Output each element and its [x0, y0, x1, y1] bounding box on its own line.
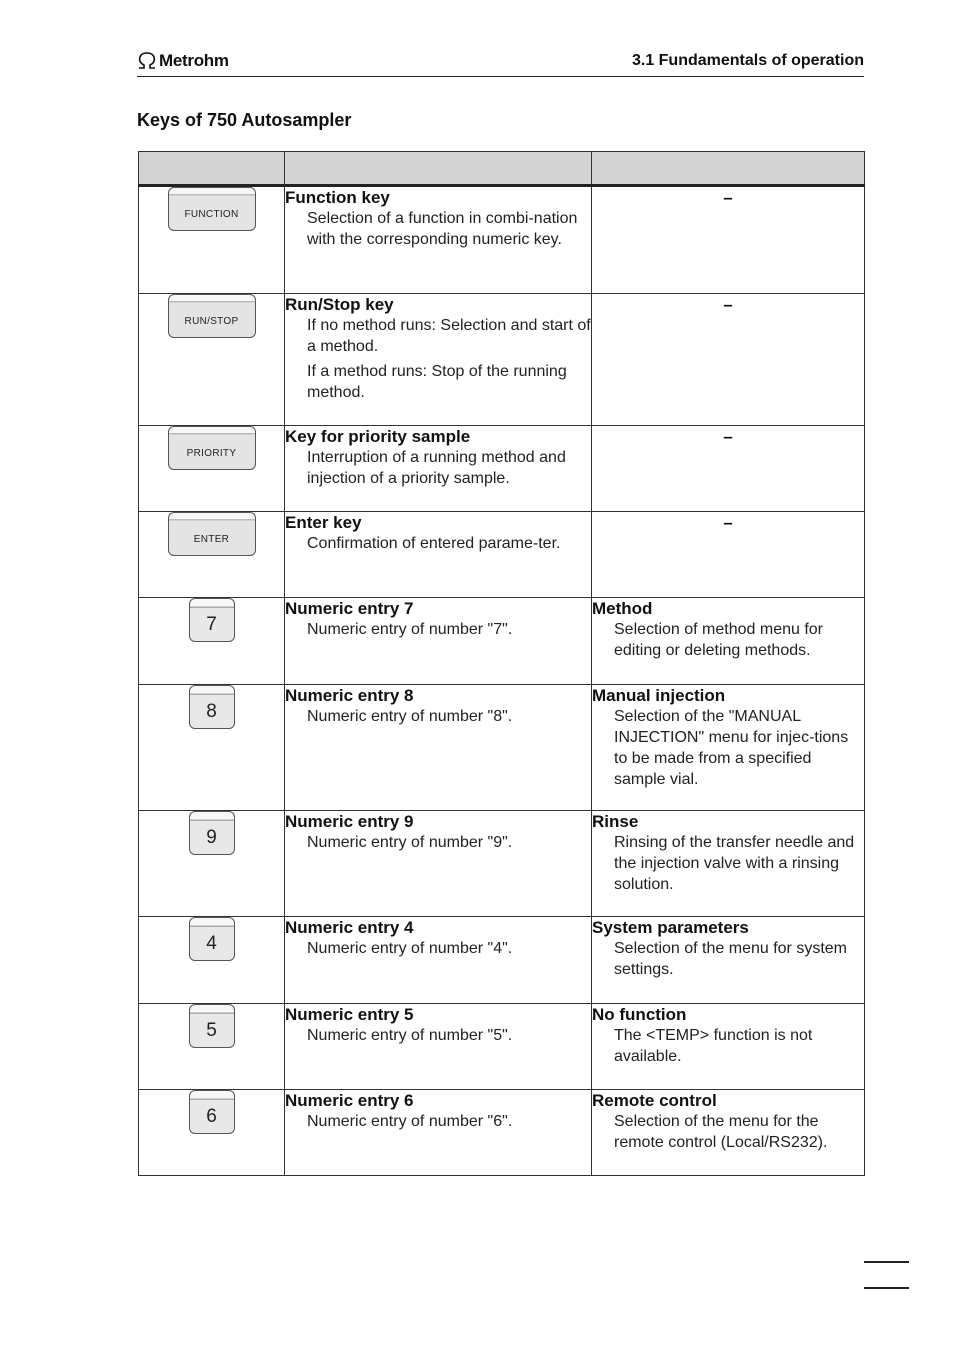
function-cell: [592, 598, 865, 685]
function-description: Selection of the "MANUAL INJECTION" menu for injec-tions to be made from a specified sample vial.: [614, 708, 849, 788]
key-description: Numeric entry of number "9".: [307, 834, 513, 851]
section-reference: 3.1 Fundamentals of operation: [631, 52, 864, 69]
key-7-button[interactable]: 7: [189, 598, 235, 642]
key-description: If no method runs: Selection and start of a method.: [307, 317, 591, 355]
key-title: Numeric entry 4: [285, 918, 414, 937]
keys-table: [138, 151, 865, 1176]
function-description: Selection of the menu for system settings.: [614, 940, 847, 978]
key-9-button[interactable]: 9: [189, 811, 235, 855]
key-description: Numeric entry of number "8".: [307, 708, 513, 725]
page-title: Keys of 750 Autosampler: [137, 110, 352, 130]
no-function-dash: –: [723, 513, 733, 532]
table-row: [139, 685, 865, 811]
key-cell: [139, 917, 285, 1004]
key-cell: [139, 294, 285, 426]
description-cell: [285, 685, 592, 811]
no-function-dash: –: [723, 427, 733, 446]
table-row: [139, 186, 865, 294]
key-title: Key for priority sample: [285, 427, 471, 446]
description-cell: [285, 917, 592, 1004]
table-row: [139, 294, 865, 426]
key-title: Numeric entry 7: [285, 599, 414, 618]
description-cell: [285, 598, 592, 685]
header-cell-key: [139, 152, 285, 186]
key-enter-button[interactable]: ENTER: [168, 512, 256, 556]
key-description: Numeric entry of number "5".: [307, 1027, 513, 1044]
page-header: [137, 48, 864, 77]
key-cell: [139, 512, 285, 598]
key-cell: [139, 186, 285, 294]
metrohm-logo: [137, 51, 229, 71]
key-title: Function key: [285, 188, 390, 207]
key-4-button[interactable]: 4: [189, 917, 235, 961]
description-cell: [285, 186, 592, 294]
key-description: Confirmation of entered parame-ter.: [307, 535, 561, 552]
key-description: Numeric entry of number "7".: [307, 621, 513, 638]
function-cell: [592, 1090, 865, 1176]
key-cell: [139, 1004, 285, 1090]
key-description: Numeric entry of number "6".: [307, 1113, 513, 1130]
function-cell: [592, 685, 865, 811]
function-title: No function: [592, 1005, 687, 1024]
key-cell: [139, 685, 285, 811]
description-cell: [285, 294, 592, 426]
table-row: [139, 1090, 865, 1176]
function-title: Method: [592, 599, 653, 618]
key-cell: [139, 598, 285, 685]
key-priority-button[interactable]: PRIORITY: [168, 426, 256, 470]
key-run-stop-button[interactable]: RUN/STOP: [168, 294, 256, 338]
omega-icon: [137, 52, 157, 70]
table-row: [139, 512, 865, 598]
key-title: Run/Stop key: [285, 295, 394, 314]
key-title: Numeric entry 9: [285, 812, 414, 831]
function-description: The <TEMP> function is not available.: [614, 1027, 813, 1065]
table-row: [139, 917, 865, 1004]
description-cell: [285, 811, 592, 917]
function-description: Rinsing of the transfer needle and the injection valve with a rinsing solution.: [614, 834, 855, 893]
key-cell: [139, 426, 285, 512]
key-description: Selection of a function in combi-nation with the corresponding numeric key.: [307, 210, 578, 248]
function-cell: [592, 1004, 865, 1090]
footer-rule: [864, 1287, 909, 1289]
key-description: Interruption of a running method and injection of a priority sample.: [307, 449, 566, 487]
function-description: Selection of the menu for the remote control (Local/RS232).: [614, 1113, 828, 1151]
key-cell: [139, 811, 285, 917]
table-row: [139, 811, 865, 917]
key-6-button[interactable]: 6: [189, 1090, 235, 1134]
key-title: Numeric entry 8: [285, 686, 414, 705]
function-cell: [592, 294, 865, 426]
no-function-dash: –: [723, 188, 733, 207]
description-cell: [285, 512, 592, 598]
key-title: Numeric entry 5: [285, 1005, 414, 1024]
key-5-button[interactable]: 5: [189, 1004, 235, 1048]
table-header-row: [139, 152, 865, 186]
table-row: [139, 1004, 865, 1090]
header-cell-function: [592, 152, 865, 186]
key-description: If a method runs: Stop of the running method.: [307, 363, 567, 401]
key-cell: [139, 1090, 285, 1176]
logo-text: Metrohm: [159, 51, 229, 70]
table-row: [139, 598, 865, 685]
description-cell: [285, 426, 592, 512]
key-title: Enter key: [285, 513, 362, 532]
footer-rule: [864, 1261, 909, 1263]
function-description: Selection of method menu for editing or deleting methods.: [614, 621, 824, 659]
key-function-button[interactable]: FUNCTION: [168, 187, 256, 231]
description-cell: [285, 1090, 592, 1176]
function-cell: [592, 186, 865, 294]
function-cell: [592, 426, 865, 512]
function-title: Manual injection: [592, 686, 726, 705]
header-cell-description: [285, 152, 592, 186]
function-cell: [592, 811, 865, 917]
function-title: System parameters: [592, 918, 749, 937]
function-title: Rinse: [592, 812, 639, 831]
no-function-dash: –: [723, 295, 733, 314]
key-8-button[interactable]: 8: [189, 685, 235, 729]
key-description: Numeric entry of number "4".: [307, 940, 513, 957]
key-title: Numeric entry 6: [285, 1091, 414, 1110]
function-title: Remote control: [592, 1091, 717, 1110]
function-cell: [592, 512, 865, 598]
table-row: [139, 426, 865, 512]
function-cell: [592, 917, 865, 1004]
description-cell: [285, 1004, 592, 1090]
